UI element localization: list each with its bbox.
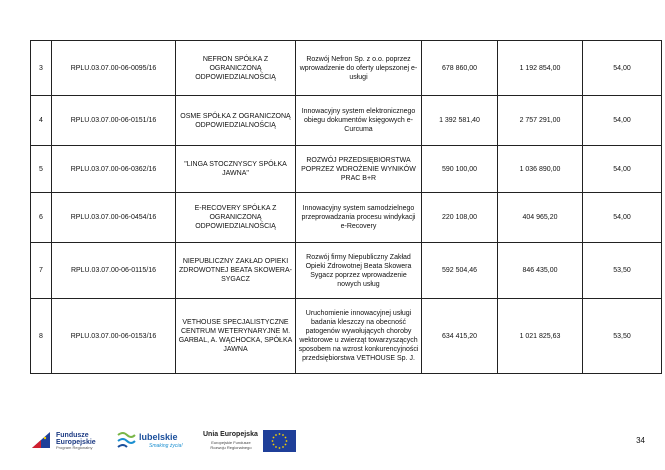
total-value: 1 021 825,63 [498,299,583,374]
eu-flag-icon [263,430,296,452]
grant-amount: 678 860,00 [422,41,498,96]
lubelskie-wordmark: lubelskie [139,432,178,442]
project-code: RPLU.03.07.00-06-0095/16 [52,41,176,96]
score: 54,00 [583,146,662,193]
project-title: Innowacyjny system elektronicznego obiegu dokumentów księgowych e-Curcuma [296,96,422,146]
score: 54,00 [583,193,662,243]
total-value: 404 965,20 [498,193,583,243]
row-number: 4 [31,96,52,146]
row-number: 7 [31,243,52,299]
table-row [31,193,662,243]
lubelskie-tagline: Smaking życia! [149,443,183,449]
project-code: RPLU.03.07.00-06-0362/16 [52,146,176,193]
table-row [31,146,662,193]
row-number: 8 [31,299,52,374]
page-number: 34 [636,436,645,445]
row-number: 6 [31,193,52,243]
project-title: Rozwój Nefron Sp. z o.o. poprzez wprowadzenie do oferty ulepszonej e-usługi [296,41,422,96]
project-title: Rozwój firmy Niepubliczny Zakład Opieki Zdrowotnej Beata Skowera Sygacz poprzez wprowadzenie nowych usług [296,243,422,299]
total-value: 2 757 291,00 [498,96,583,146]
project-code: RPLU.03.07.00-06-0115/16 [52,243,176,299]
table-row [31,41,662,96]
grant-amount: 1 392 581,40 [422,96,498,146]
row-number: 3 [31,41,52,96]
lubelskie-mark-icon [115,429,141,451]
total-value: 1 036 890,00 [498,146,583,193]
beneficiary: OSME SPÓŁKA Z OGRANICZONĄ ODPOWIEDZIALNOŚCIĄ [176,96,296,146]
fe-subtitle: Program Regionalny [56,445,93,450]
ue-subtitle: Europejskie Fundusze Rozwoju Regionalnego [210,440,252,450]
unia-europejska-logo [203,426,313,456]
fe-flag-icon [30,430,52,450]
project-code: RPLU.03.07.00-06-0153/16 [52,299,176,374]
grant-amount: 634 415,20 [422,299,498,374]
table-row [31,299,662,374]
grant-amount: 590 100,00 [422,146,498,193]
table-row [31,243,662,299]
fe-title: Fundusze Europejskie [56,432,96,446]
grants-table [30,40,662,374]
score: 54,00 [583,96,662,146]
beneficiary: VETHOUSE SPECJALISTYCZNE CENTRUM WETERYNARYJNE M. GARBAL, A. WĄCHOCKA, SPÓŁKA JAWNA [176,299,296,374]
project-code: RPLU.03.07.00-06-0454/16 [52,193,176,243]
footer-logos [30,426,640,456]
ue-title: Unia Europejska [203,431,258,438]
beneficiary: NEFRON SPÓŁKA Z OGRANICZONĄ ODPOWIEDZIALNOŚCIĄ [176,41,296,96]
fundusze-europejskie-logo [30,426,110,456]
grant-amount: 592 504,46 [422,243,498,299]
project-title: Innowacyjny system samodzielnego przeprowadzania procesu windykacji e-Recovery [296,193,422,243]
score: 54,00 [583,41,662,96]
project-title: ROZWÓJ PRZEDSIĘBIORSTWA POPRZEZ WDROŻENIE WYNIKÓW PRAC B+R [296,146,422,193]
beneficiary: "LINGA STOCZNYSCY SPÓŁKA JAWNA" [176,146,296,193]
total-value: 846 435,00 [498,243,583,299]
grant-amount: 220 108,00 [422,193,498,243]
score: 53,50 [583,299,662,374]
score: 53,50 [583,243,662,299]
table-row [31,96,662,146]
total-value: 1 192 854,00 [498,41,583,96]
project-title: Uruchomienie innowacyjnej usługi badania kleszczy na obecność patogenów wywołujących choroby wektorowe u zwierząt towarzyszących sposobem na wzrost konkurencyjności przedsiębiorstwa VETHOUSE Sp. J. [296,299,422,374]
beneficiary: E-RECOVERY SPÓŁKA Z OGRANICZONĄ ODPOWIEDZIALNOŚCIĄ [176,193,296,243]
row-number: 5 [31,146,52,193]
lubelskie-logo [115,426,195,456]
project-code: RPLU.03.07.00-06-0151/16 [52,96,176,146]
beneficiary: NIEPUBLICZNY ZAKŁAD OPIEKI ZDROWOTNEJ BEATA SKOWERA-SYGACZ [176,243,296,299]
